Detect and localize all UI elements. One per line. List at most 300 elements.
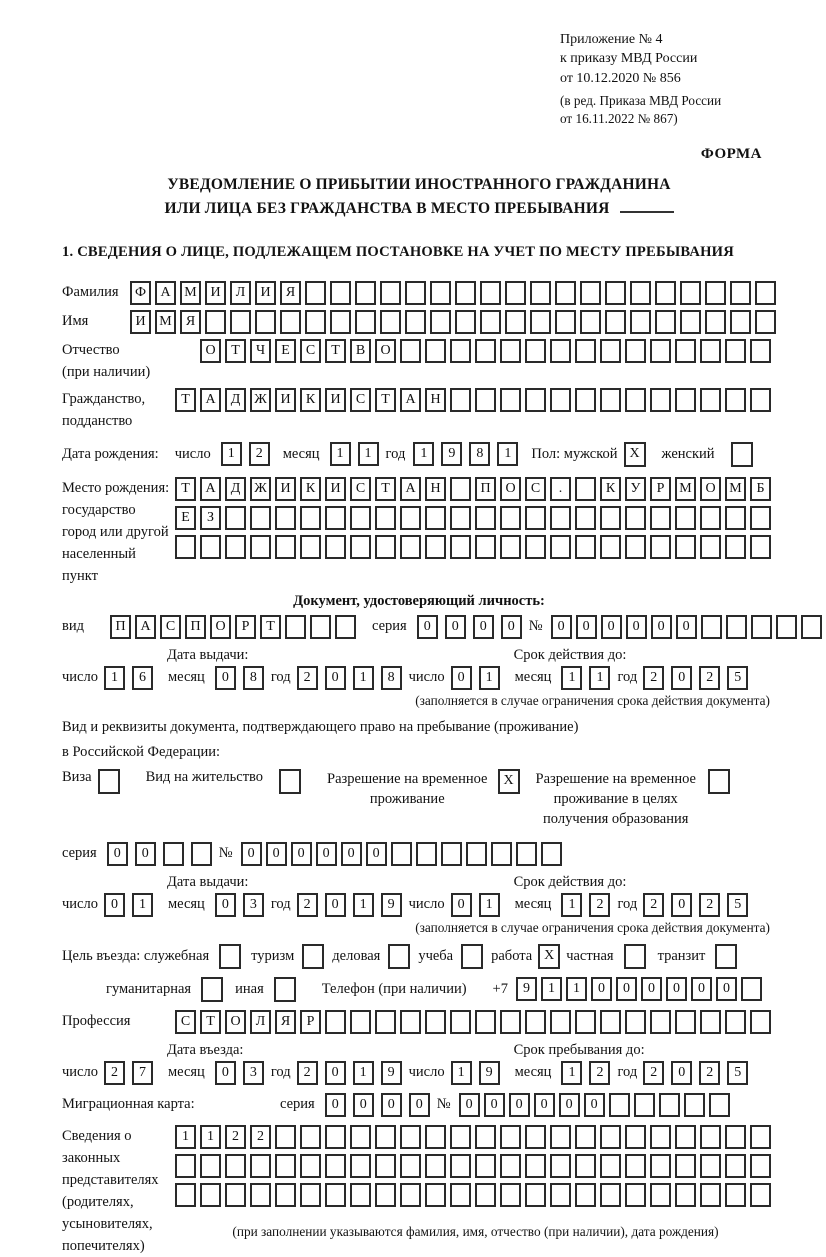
char-cell[interactable]: [680, 310, 701, 334]
char-cell[interactable]: Р: [300, 1010, 321, 1034]
char-cell[interactable]: П: [110, 615, 131, 639]
char-cell[interactable]: [225, 1183, 246, 1207]
char-cell[interactable]: [700, 388, 721, 412]
char-cell[interactable]: [530, 310, 551, 334]
purpose-private-checkbox[interactable]: [624, 944, 646, 969]
char-cell[interactable]: Н: [425, 477, 446, 501]
char-cell[interactable]: [300, 506, 321, 530]
char-cell[interactable]: 0: [509, 1093, 530, 1117]
char-cell[interactable]: 0: [445, 615, 466, 639]
char-cell[interactable]: [700, 1154, 721, 1178]
char-cell[interactable]: [225, 506, 246, 530]
char-cell[interactable]: [325, 1125, 346, 1149]
char-cell[interactable]: [175, 1183, 196, 1207]
char-cell[interactable]: [755, 310, 776, 334]
char-cell[interactable]: 2: [589, 1061, 610, 1085]
char-cell[interactable]: [300, 1154, 321, 1178]
char-cell[interactable]: [600, 339, 621, 363]
char-cell[interactable]: 8: [469, 442, 490, 466]
char-cell[interactable]: 2: [297, 666, 318, 690]
char-cell[interactable]: [650, 339, 671, 363]
char-cell[interactable]: [405, 281, 426, 305]
char-cell[interactable]: Р: [650, 477, 671, 501]
char-cell[interactable]: [525, 1183, 546, 1207]
char-cell[interactable]: [450, 535, 471, 559]
char-cell[interactable]: [175, 535, 196, 559]
char-cell[interactable]: [701, 615, 722, 639]
char-cell[interactable]: [750, 1010, 771, 1034]
char-cell[interactable]: [450, 477, 471, 501]
char-cell[interactable]: С: [350, 388, 371, 412]
char-cell[interactable]: [650, 506, 671, 530]
char-cell[interactable]: [350, 1010, 371, 1034]
char-cell[interactable]: 7: [132, 1061, 153, 1085]
char-cell[interactable]: [725, 1154, 746, 1178]
char-cell[interactable]: [205, 310, 226, 334]
char-cell[interactable]: [475, 1125, 496, 1149]
char-cell[interactable]: Е: [175, 506, 196, 530]
char-cell[interactable]: Ф: [130, 281, 151, 305]
char-cell[interactable]: [625, 506, 646, 530]
char-cell[interactable]: 2: [699, 1061, 720, 1085]
char-cell[interactable]: [650, 1010, 671, 1034]
char-cell[interactable]: [310, 615, 331, 639]
char-cell[interactable]: 0: [666, 977, 687, 1001]
char-cell[interactable]: 9: [516, 977, 537, 1001]
char-cell[interactable]: 0: [716, 977, 737, 1001]
char-cell[interactable]: М: [675, 477, 696, 501]
char-cell[interactable]: [705, 310, 726, 334]
char-cell[interactable]: [684, 1093, 705, 1117]
char-cell[interactable]: [675, 1010, 696, 1034]
char-cell[interactable]: 0: [551, 615, 572, 639]
char-cell[interactable]: 1: [561, 666, 582, 690]
char-cell[interactable]: 9: [479, 1061, 500, 1085]
char-cell[interactable]: [330, 310, 351, 334]
char-cell[interactable]: [250, 1183, 271, 1207]
purpose-other-checkbox[interactable]: [274, 977, 296, 1002]
char-cell[interactable]: 2: [699, 666, 720, 690]
purpose-business-trip-checkbox[interactable]: [219, 944, 241, 969]
char-cell[interactable]: К: [300, 388, 321, 412]
char-cell[interactable]: М: [725, 477, 746, 501]
char-cell[interactable]: [350, 535, 371, 559]
char-cell[interactable]: 1: [451, 1061, 472, 1085]
char-cell[interactable]: С: [300, 339, 321, 363]
char-cell[interactable]: Н: [425, 388, 446, 412]
char-cell[interactable]: Т: [175, 477, 196, 501]
char-cell[interactable]: [705, 281, 726, 305]
char-cell[interactable]: [675, 1154, 696, 1178]
char-cell[interactable]: 0: [341, 842, 362, 866]
char-cell[interactable]: [300, 1183, 321, 1207]
char-cell[interactable]: [600, 1125, 621, 1149]
char-cell[interactable]: [450, 1183, 471, 1207]
char-cell[interactable]: [475, 1183, 496, 1207]
char-cell[interactable]: [325, 1183, 346, 1207]
char-cell[interactable]: 0: [104, 893, 125, 917]
char-cell[interactable]: [625, 1125, 646, 1149]
char-cell[interactable]: 1: [353, 893, 374, 917]
char-cell[interactable]: [750, 535, 771, 559]
char-cell[interactable]: 1: [175, 1125, 196, 1149]
char-cell[interactable]: М: [180, 281, 201, 305]
char-cell[interactable]: 0: [671, 666, 692, 690]
char-cell[interactable]: [380, 310, 401, 334]
char-cell[interactable]: [325, 506, 346, 530]
char-cell[interactable]: 1: [132, 893, 153, 917]
char-cell[interactable]: [700, 1183, 721, 1207]
char-cell[interactable]: [225, 1154, 246, 1178]
char-cell[interactable]: [575, 1010, 596, 1034]
char-cell[interactable]: [600, 506, 621, 530]
char-cell[interactable]: 0: [409, 1093, 430, 1117]
char-cell[interactable]: 0: [591, 977, 612, 1001]
char-cell[interactable]: [600, 1010, 621, 1034]
char-cell[interactable]: О: [200, 339, 221, 363]
char-cell[interactable]: О: [500, 477, 521, 501]
char-cell[interactable]: [541, 842, 562, 866]
char-cell[interactable]: [755, 281, 776, 305]
char-cell[interactable]: 1: [589, 666, 610, 690]
char-cell[interactable]: [400, 535, 421, 559]
char-cell[interactable]: [525, 1125, 546, 1149]
char-cell[interactable]: [275, 506, 296, 530]
char-cell[interactable]: [350, 1125, 371, 1149]
char-cell[interactable]: [580, 281, 601, 305]
char-cell[interactable]: [700, 1010, 721, 1034]
char-cell[interactable]: 0: [626, 615, 647, 639]
sex-female-checkbox[interactable]: [731, 442, 753, 467]
char-cell[interactable]: [325, 1154, 346, 1178]
char-cell[interactable]: [655, 281, 676, 305]
char-cell[interactable]: 2: [250, 1125, 271, 1149]
char-cell[interactable]: П: [185, 615, 206, 639]
char-cell[interactable]: Я: [180, 310, 201, 334]
char-cell[interactable]: [725, 1125, 746, 1149]
char-cell[interactable]: [600, 388, 621, 412]
char-cell[interactable]: [625, 339, 646, 363]
char-cell[interactable]: 0: [325, 666, 346, 690]
char-cell[interactable]: Ж: [250, 477, 271, 501]
char-cell[interactable]: [741, 977, 762, 1001]
char-cell[interactable]: [750, 1183, 771, 1207]
char-cell[interactable]: [475, 1010, 496, 1034]
char-cell[interactable]: [450, 339, 471, 363]
char-cell[interactable]: [680, 281, 701, 305]
char-cell[interactable]: [625, 1183, 646, 1207]
char-cell[interactable]: 0: [451, 666, 472, 690]
char-cell[interactable]: [550, 388, 571, 412]
char-cell[interactable]: 9: [381, 893, 402, 917]
char-cell[interactable]: [380, 281, 401, 305]
char-cell[interactable]: Р: [235, 615, 256, 639]
char-cell[interactable]: [675, 388, 696, 412]
char-cell[interactable]: [530, 281, 551, 305]
char-cell[interactable]: [325, 1010, 346, 1034]
char-cell[interactable]: [700, 1125, 721, 1149]
char-cell[interactable]: [634, 1093, 655, 1117]
char-cell[interactable]: 1: [353, 1061, 374, 1085]
char-cell[interactable]: [600, 535, 621, 559]
char-cell[interactable]: [200, 1154, 221, 1178]
char-cell[interactable]: [425, 1183, 446, 1207]
char-cell[interactable]: [441, 842, 462, 866]
char-cell[interactable]: 0: [266, 842, 287, 866]
char-cell[interactable]: 0: [671, 1061, 692, 1085]
char-cell[interactable]: [505, 281, 526, 305]
char-cell[interactable]: [605, 310, 626, 334]
char-cell[interactable]: [675, 1183, 696, 1207]
char-cell[interactable]: .: [550, 477, 571, 501]
char-cell[interactable]: [709, 1093, 730, 1117]
char-cell[interactable]: [275, 1154, 296, 1178]
temp-residence-edu-checkbox[interactable]: [708, 769, 730, 794]
char-cell[interactable]: [400, 339, 421, 363]
char-cell[interactable]: [285, 615, 306, 639]
char-cell[interactable]: [400, 1010, 421, 1034]
char-cell[interactable]: [430, 281, 451, 305]
residence-permit-checkbox[interactable]: [279, 769, 301, 794]
char-cell[interactable]: [575, 388, 596, 412]
char-cell[interactable]: [650, 1183, 671, 1207]
char-cell[interactable]: С: [350, 477, 371, 501]
char-cell[interactable]: 1: [330, 442, 351, 466]
char-cell[interactable]: [575, 1125, 596, 1149]
char-cell[interactable]: 2: [643, 893, 664, 917]
char-cell[interactable]: [655, 310, 676, 334]
char-cell[interactable]: М: [155, 310, 176, 334]
char-cell[interactable]: 0: [215, 893, 236, 917]
char-cell[interactable]: [730, 310, 751, 334]
char-cell[interactable]: [335, 615, 356, 639]
char-cell[interactable]: [191, 842, 212, 866]
char-cell[interactable]: [450, 1125, 471, 1149]
char-cell[interactable]: [500, 388, 521, 412]
sex-male-checkbox[interactable]: X: [624, 442, 646, 467]
char-cell[interactable]: И: [275, 477, 296, 501]
char-cell[interactable]: Л: [250, 1010, 271, 1034]
char-cell[interactable]: [625, 535, 646, 559]
char-cell[interactable]: Т: [375, 388, 396, 412]
char-cell[interactable]: [625, 1010, 646, 1034]
char-cell[interactable]: [725, 1010, 746, 1034]
char-cell[interactable]: 1: [561, 1061, 582, 1085]
char-cell[interactable]: 1: [353, 666, 374, 690]
purpose-humanitarian-checkbox[interactable]: [201, 977, 223, 1002]
purpose-study-checkbox[interactable]: [461, 944, 483, 969]
char-cell[interactable]: З: [200, 506, 221, 530]
char-cell[interactable]: 0: [559, 1093, 580, 1117]
char-cell[interactable]: [801, 615, 822, 639]
char-cell[interactable]: Л: [230, 281, 251, 305]
char-cell[interactable]: [400, 1183, 421, 1207]
char-cell[interactable]: [550, 1154, 571, 1178]
char-cell[interactable]: [575, 535, 596, 559]
char-cell[interactable]: 0: [671, 893, 692, 917]
char-cell[interactable]: 1: [479, 666, 500, 690]
char-cell[interactable]: [650, 1125, 671, 1149]
char-cell[interactable]: [750, 1125, 771, 1149]
char-cell[interactable]: 2: [225, 1125, 246, 1149]
char-cell[interactable]: [575, 477, 596, 501]
char-cell[interactable]: [400, 1154, 421, 1178]
char-cell[interactable]: [555, 281, 576, 305]
char-cell[interactable]: Т: [175, 388, 196, 412]
char-cell[interactable]: [355, 310, 376, 334]
char-cell[interactable]: [550, 1183, 571, 1207]
char-cell[interactable]: О: [375, 339, 396, 363]
char-cell[interactable]: [700, 339, 721, 363]
char-cell[interactable]: [625, 388, 646, 412]
char-cell[interactable]: [525, 506, 546, 530]
char-cell[interactable]: [659, 1093, 680, 1117]
char-cell[interactable]: 2: [297, 1061, 318, 1085]
char-cell[interactable]: [325, 535, 346, 559]
char-cell[interactable]: [725, 1183, 746, 1207]
char-cell[interactable]: [725, 506, 746, 530]
char-cell[interactable]: 2: [643, 666, 664, 690]
char-cell[interactable]: 1: [104, 666, 125, 690]
char-cell[interactable]: 0: [215, 1061, 236, 1085]
char-cell[interactable]: 2: [589, 893, 610, 917]
char-cell[interactable]: [375, 1154, 396, 1178]
char-cell[interactable]: [600, 1183, 621, 1207]
char-cell[interactable]: [650, 388, 671, 412]
char-cell[interactable]: [475, 339, 496, 363]
char-cell[interactable]: [480, 310, 501, 334]
char-cell[interactable]: [255, 310, 276, 334]
char-cell[interactable]: [575, 1183, 596, 1207]
char-cell[interactable]: Б: [750, 477, 771, 501]
char-cell[interactable]: 0: [381, 1093, 402, 1117]
char-cell[interactable]: Ж: [250, 388, 271, 412]
purpose-work-checkbox[interactable]: X: [538, 944, 560, 969]
char-cell[interactable]: [605, 281, 626, 305]
char-cell[interactable]: [700, 535, 721, 559]
char-cell[interactable]: И: [255, 281, 276, 305]
char-cell[interactable]: 0: [241, 842, 262, 866]
char-cell[interactable]: 0: [501, 615, 522, 639]
char-cell[interactable]: [400, 506, 421, 530]
char-cell[interactable]: [575, 339, 596, 363]
char-cell[interactable]: И: [325, 388, 346, 412]
char-cell[interactable]: А: [155, 281, 176, 305]
char-cell[interactable]: 0: [366, 842, 387, 866]
char-cell[interactable]: [450, 1154, 471, 1178]
char-cell[interactable]: [425, 339, 446, 363]
purpose-transit-checkbox[interactable]: [715, 944, 737, 969]
char-cell[interactable]: [725, 535, 746, 559]
char-cell[interactable]: [575, 506, 596, 530]
char-cell[interactable]: [751, 615, 772, 639]
char-cell[interactable]: [650, 535, 671, 559]
char-cell[interactable]: [525, 339, 546, 363]
char-cell[interactable]: [425, 506, 446, 530]
char-cell[interactable]: 0: [135, 842, 156, 866]
char-cell[interactable]: [475, 535, 496, 559]
char-cell[interactable]: [625, 1154, 646, 1178]
char-cell[interactable]: Я: [275, 1010, 296, 1034]
char-cell[interactable]: [750, 388, 771, 412]
char-cell[interactable]: [675, 339, 696, 363]
char-cell[interactable]: 1: [497, 442, 518, 466]
char-cell[interactable]: К: [600, 477, 621, 501]
char-cell[interactable]: [455, 281, 476, 305]
char-cell[interactable]: [525, 535, 546, 559]
char-cell[interactable]: 2: [249, 442, 270, 466]
char-cell[interactable]: 9: [441, 442, 462, 466]
visa-checkbox[interactable]: [98, 769, 120, 794]
char-cell[interactable]: [750, 506, 771, 530]
char-cell[interactable]: [450, 388, 471, 412]
char-cell[interactable]: [375, 1010, 396, 1034]
char-cell[interactable]: [305, 281, 326, 305]
char-cell[interactable]: Т: [375, 477, 396, 501]
char-cell[interactable]: И: [275, 388, 296, 412]
char-cell[interactable]: 0: [534, 1093, 555, 1117]
char-cell[interactable]: [525, 1154, 546, 1178]
char-cell[interactable]: 0: [473, 615, 494, 639]
char-cell[interactable]: [300, 535, 321, 559]
char-cell[interactable]: Т: [325, 339, 346, 363]
char-cell[interactable]: [405, 310, 426, 334]
char-cell[interactable]: [505, 310, 526, 334]
char-cell[interactable]: [450, 506, 471, 530]
char-cell[interactable]: [726, 615, 747, 639]
char-cell[interactable]: И: [205, 281, 226, 305]
char-cell[interactable]: [580, 310, 601, 334]
char-cell[interactable]: 3: [243, 1061, 264, 1085]
char-cell[interactable]: 0: [325, 1093, 346, 1117]
char-cell[interactable]: О: [210, 615, 231, 639]
char-cell[interactable]: 2: [643, 1061, 664, 1085]
char-cell[interactable]: С: [525, 477, 546, 501]
char-cell[interactable]: [350, 506, 371, 530]
char-cell[interactable]: [550, 339, 571, 363]
char-cell[interactable]: 1: [413, 442, 434, 466]
purpose-business-checkbox[interactable]: [388, 944, 410, 969]
char-cell[interactable]: [500, 1154, 521, 1178]
char-cell[interactable]: [500, 1183, 521, 1207]
char-cell[interactable]: 9: [381, 1061, 402, 1085]
char-cell[interactable]: [375, 535, 396, 559]
char-cell[interactable]: Я: [280, 281, 301, 305]
char-cell[interactable]: 0: [576, 615, 597, 639]
char-cell[interactable]: [350, 1154, 371, 1178]
char-cell[interactable]: 1: [358, 442, 379, 466]
char-cell[interactable]: [280, 310, 301, 334]
char-cell[interactable]: [475, 388, 496, 412]
char-cell[interactable]: [425, 535, 446, 559]
char-cell[interactable]: [250, 535, 271, 559]
char-cell[interactable]: [750, 1154, 771, 1178]
char-cell[interactable]: И: [130, 310, 151, 334]
char-cell[interactable]: [375, 506, 396, 530]
char-cell[interactable]: [425, 1154, 446, 1178]
char-cell[interactable]: [375, 1183, 396, 1207]
char-cell[interactable]: [250, 506, 271, 530]
char-cell[interactable]: С: [160, 615, 181, 639]
char-cell[interactable]: [500, 1010, 521, 1034]
char-cell[interactable]: [725, 388, 746, 412]
char-cell[interactable]: А: [135, 615, 156, 639]
char-cell[interactable]: У: [625, 477, 646, 501]
char-cell[interactable]: 8: [243, 666, 264, 690]
char-cell[interactable]: С: [175, 1010, 196, 1034]
char-cell[interactable]: 0: [601, 615, 622, 639]
char-cell[interactable]: Ч: [250, 339, 271, 363]
